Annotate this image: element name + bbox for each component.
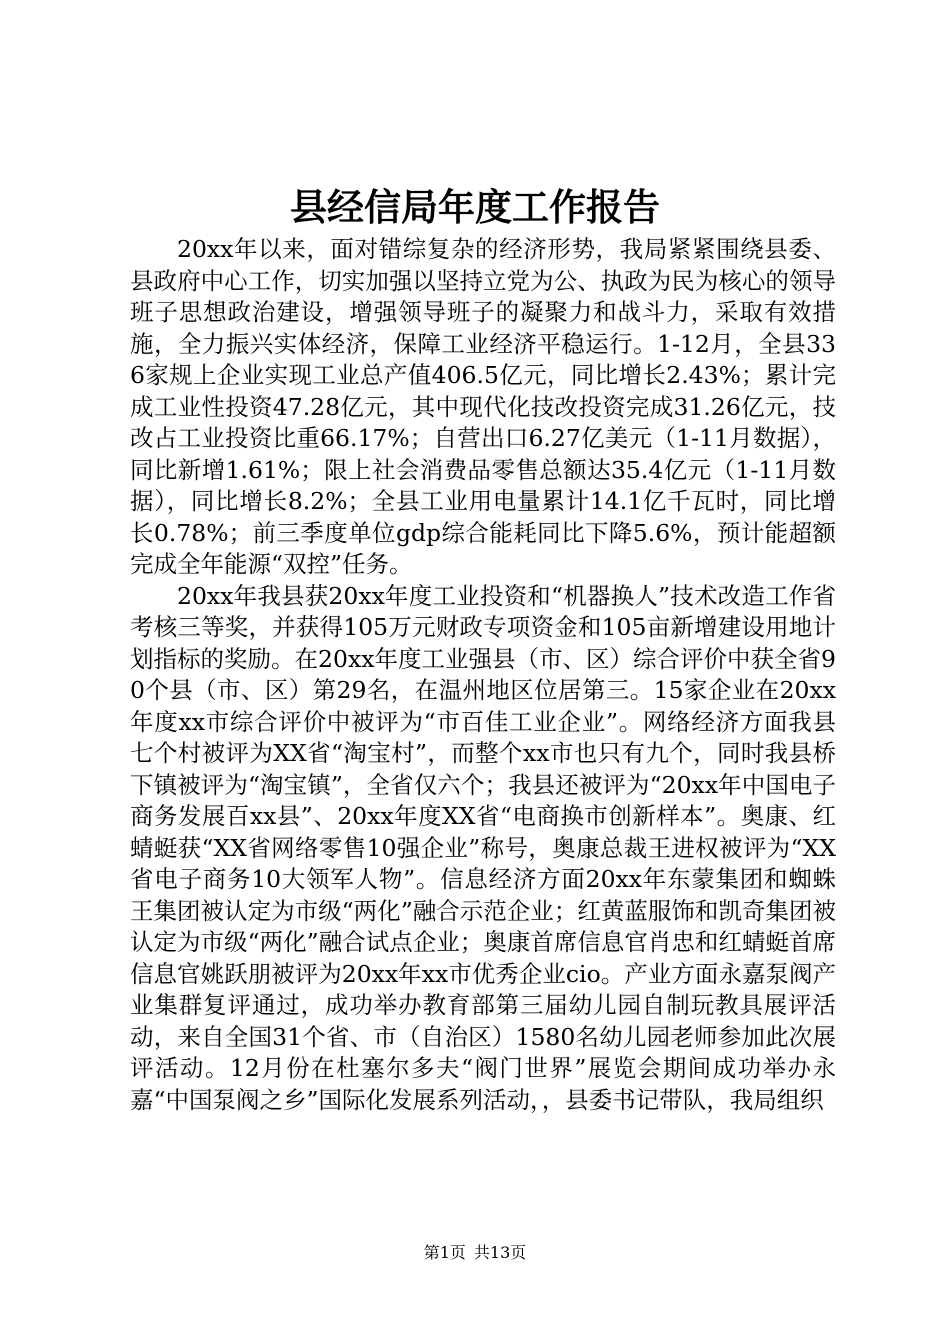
page-total: 共13页 bbox=[473, 1243, 527, 1262]
paragraph-1: 20xx年以来，面对错综复杂的经济形势，我局紧紧围绕县委、县政府中心工作，切实加强以坚持立党为公、执政为民为核心的领导班子思想政治建设，增强领导班子的凝聚力和战斗力，采取有效措施，全力振兴实体经济，保障工业经济平稳运行。1-12月，全县336家规上企业实现工业总产值406.5亿元，同比增长2.43%；累计完成工业性投资47.28亿元，其中现代化技改投资完成31.26亿元，技改占工业投资比重66.17%；自营出口6.27亿美元（1-11月数据），同比新增1.61%；限上社会消费品零售总额达35.4亿元（1-11月数据），同比增长8.2%；全县工业用电量累计14.1亿千瓦时，同比增长0.78%；前三季度单位gdp综合能耗同比下降5.6%，预计能超额完成全年能源“双控”任务。 bbox=[130, 235, 836, 578]
paragraph-2: 20xx年我县获20xx年度工业投资和“机器换人”技术改造工作省考核三等奖，并获得105万元财政专项资金和105亩新增建设用地计划指标的奖励。在20xx年度工业强县（市、区）综合评价中获全省90个县（市、区）第29名，在温州地区位居第三。15家企业在20xx年度xx市综合评价中被评为“市百佳工业企业”。网络经济方面我县七个村被评为XX省“淘宝村”，而整个xx市也只有九个，同时我县桥下镇被评为“淘宝镇”，全省仅六个；我县还被评为“20xx年中国电子商务发展百xx县”、20xx年度XX省“电商换市创新样本”。奥康、红蜻蜓获“XX省网络零售10强企业”称号，奥康总裁王进权被评为“XX省电子商务10大领军人物”。信息经济方面20xx年东蒙集团和蜘蛛王集团被认定为市级“两化”融合示范企业；红黄蓝服饰和凯奇集团被认定为市级“两化”融合试点企业；奥康首席信息官肖忠和红蜻蜓首席信息官姚跃朋被评为20xx年xx市优秀企业cio。产业方面永嘉泵阀产业集群复评通过，成功举办教育部第三届幼儿园自制玩教具展评活动，来自全国31个省、市（自治区）1580名幼儿园老师参加此次展评活动。12月份在杜塞尔多夫“阀门世界”展览会期间成功举办永嘉“中国泵阀之乡”国际化发展系列活动，，县委书记带队，我局组织 bbox=[130, 581, 836, 1114]
page-footer bbox=[0, 1243, 950, 1263]
page-number: 第1页 bbox=[423, 1243, 466, 1262]
document-title: 县经信局年度工作报告 bbox=[290, 185, 660, 229]
document-body bbox=[130, 234, 836, 1116]
